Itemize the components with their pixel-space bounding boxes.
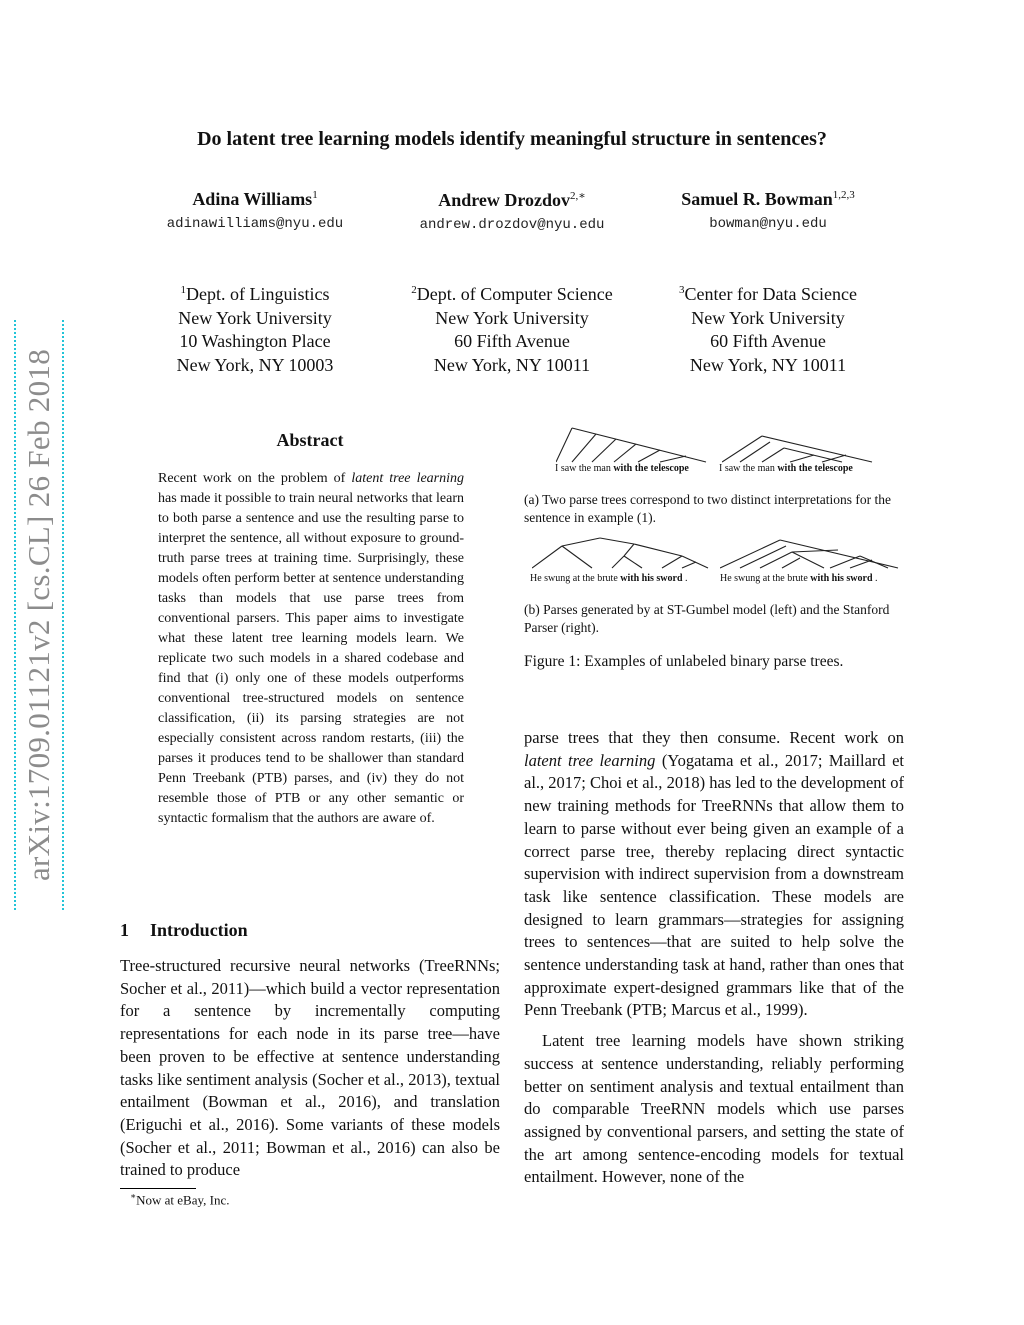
affiliation-line: New York, NY 10011: [433, 354, 591, 375]
paragraph-text: parse trees that they then consume. Recent work on: [524, 728, 904, 747]
abstract-body: [158, 469, 464, 829]
author-name: Samuel R. Bowman: [681, 189, 833, 209]
parse-tree-b-right: [720, 538, 904, 570]
paragraph-emphasis: latent tree learning: [524, 750, 656, 770]
tree-words: He swung at the brute: [720, 573, 811, 584]
affiliation-line: New York University: [178, 307, 332, 328]
abstract-heading: Abstract: [276, 430, 344, 450]
affiliation-line: New York, NY 10011: [689, 354, 847, 375]
affiliation-line: 60 Fifth Avenue: [454, 331, 570, 351]
affiliation-line: New York University: [435, 307, 589, 328]
parse-tree-a-right: [722, 434, 882, 464]
paragraph: Latent tree learning models have shown striking success at sentence understanding, reliably performing better on sentiment analysis and textual entailment than do comparable TreeRNN models which use parses assigned by conventional parsers, and setting the state of the art among sentence-encoding models for textual entailment. However, none of the: [524, 1031, 904, 1187]
affiliation-2: [382, 279, 642, 377]
author-sup: 1,2,3: [832, 189, 855, 201]
affiliation-3: [648, 279, 888, 377]
footnote-mark: ∗: [130, 1191, 137, 1201]
parse-tree-a-left: [556, 426, 726, 464]
tree-sentence: [530, 573, 688, 584]
section-title: Introduction: [150, 920, 248, 940]
affiliation-1: [135, 279, 375, 377]
author-2: [382, 189, 642, 233]
tree-words-bold: with his sword: [620, 573, 683, 584]
author-3: [648, 189, 888, 232]
figure-caption: Figure 1: Examples of unlabeled binary parse trees.: [524, 653, 844, 670]
tree-sentence: [555, 463, 689, 474]
affiliation-sup: 3: [679, 284, 685, 296]
affiliation-sup: 2: [411, 284, 417, 296]
paragraph: [524, 727, 904, 1022]
tree-sentence: [720, 573, 878, 584]
tree-words: .: [872, 573, 878, 584]
affiliation-line: 60 Fifth Avenue: [710, 331, 826, 351]
tree-words: I saw the man: [555, 463, 614, 474]
abstract-text: has made it possible to train neural networks that learn to both parse a sentence and use the resulting parse to interpret the sentence, all without exposure to ground-truth parse trees at training time. Surprisingly, these models often perform better at sentence understanding tasks than models that use parse trees from conventional parsers. This paper aims to investigate what these latent tree learning models learn. We replicate two such models in a shared codebase and find that (i) only one of these models outperforms conventional tree-structured models on sentence classification, (ii) its parsing strategies are not especially consistent across random restarts, (iii) the parses it produces tend to be shallower than standard Penn Treebank (PTB) parses, and (iv) they do not resemble those of PTB or any other semantic or syntactic formalism that the authors are aware of.: [158, 491, 464, 826]
footnote-rule: [120, 1188, 196, 1189]
tree-words-bold: with the telescope: [777, 463, 853, 474]
intro-column-2: [524, 727, 904, 1189]
tree-words: I saw the man: [719, 463, 778, 474]
section-number: 1: [120, 920, 129, 940]
author-1: [135, 189, 375, 232]
author-sup: 2,∗: [570, 190, 586, 202]
parse-tree-b-left: [532, 536, 718, 570]
affiliation-line: New York, NY 10003: [176, 354, 334, 375]
author-name: Andrew Drozdov: [438, 190, 571, 210]
section-heading: [120, 920, 248, 941]
tree-words-bold: with the telescope: [613, 463, 689, 474]
footnote-text: Now at eBay, Inc.: [136, 1192, 230, 1208]
tree-words-bold: with his sword: [810, 573, 873, 584]
subcaption-b: (b) Parses generated by at ST-Gumbel model (left) and the Stanford Parser (right).: [524, 602, 890, 635]
arxiv-stamp-text: arXiv:1709.01121v2 [cs.CL] 26 Feb 2018: [21, 348, 56, 882]
intro-column-1: [120, 955, 500, 1182]
author-sup: 1: [312, 189, 318, 201]
affiliation-line: New York University: [691, 307, 845, 328]
paragraph-text: (Yogatama et al., 2017; Maillard et al., 2017; Choi et al., 2018) has led to the development of new training methods for TreeRNNs that allow them to learn to parse without ever being given an example of a correct parse tree, thereby replacing direct syntactic supervision with indirect supervision from a downstream task like sentence classification. These models are designed to learn grammars—strategies for assigning trees to sentences—that are suited to help solve the sentence understanding task at hand, rather than ones that approximate expert-designed grammars like that of the Penn Treebank (PTB; Marcus et al., 1999).: [524, 750, 904, 1020]
tree-words: He swung at the brute: [530, 573, 621, 584]
affiliation-sup: 1: [180, 284, 186, 296]
tree-words: .: [682, 573, 688, 584]
abstract-text: Recent work on the problem of: [158, 471, 352, 486]
author-email: adinawilliams@nyu.edu: [166, 216, 344, 232]
author-email: andrew.drozdov@nyu.edu: [419, 217, 605, 233]
tree-sentence: [719, 463, 853, 474]
affiliation-line: Dept. of Computer Science: [416, 284, 613, 304]
paper-title: Do latent tree learning models identify meaningful structure in sentences?: [197, 128, 827, 150]
figure-1: [520, 420, 910, 680]
subcaption-a: (a) Two parse trees correspond to two distinct interpretations for the sentence in example (1).: [524, 492, 891, 525]
author-email: bowman@nyu.edu: [709, 216, 827, 232]
affiliation-line: Center for Data Science: [684, 284, 857, 304]
paragraph: Tree-structured recursive neural networks (TreeRNNs; Socher et al., 2011)—which build a vector representation for a sentence by incrementally computing representations for each node in its parse tree—have been proven to be effective at sentence understanding tasks like sentiment analysis (Socher et al., 2013), textual entailment (Bowman et al., 2016), and translation (Eriguchi et al., 2016). Some variants of these models (Socher et al., 2011; Bowman et al., 2016) can also be trained to produce: [120, 956, 500, 1180]
abstract-emphasis: latent tree learning: [351, 471, 465, 486]
affiliation-line: 10 Washington Place: [179, 331, 331, 351]
footnote: [130, 1191, 230, 1208]
affiliation-line: Dept. of Linguistics: [186, 284, 330, 304]
arxiv-stamp[interactable]: [14, 320, 64, 910]
author-name: Adina Williams: [192, 189, 313, 209]
